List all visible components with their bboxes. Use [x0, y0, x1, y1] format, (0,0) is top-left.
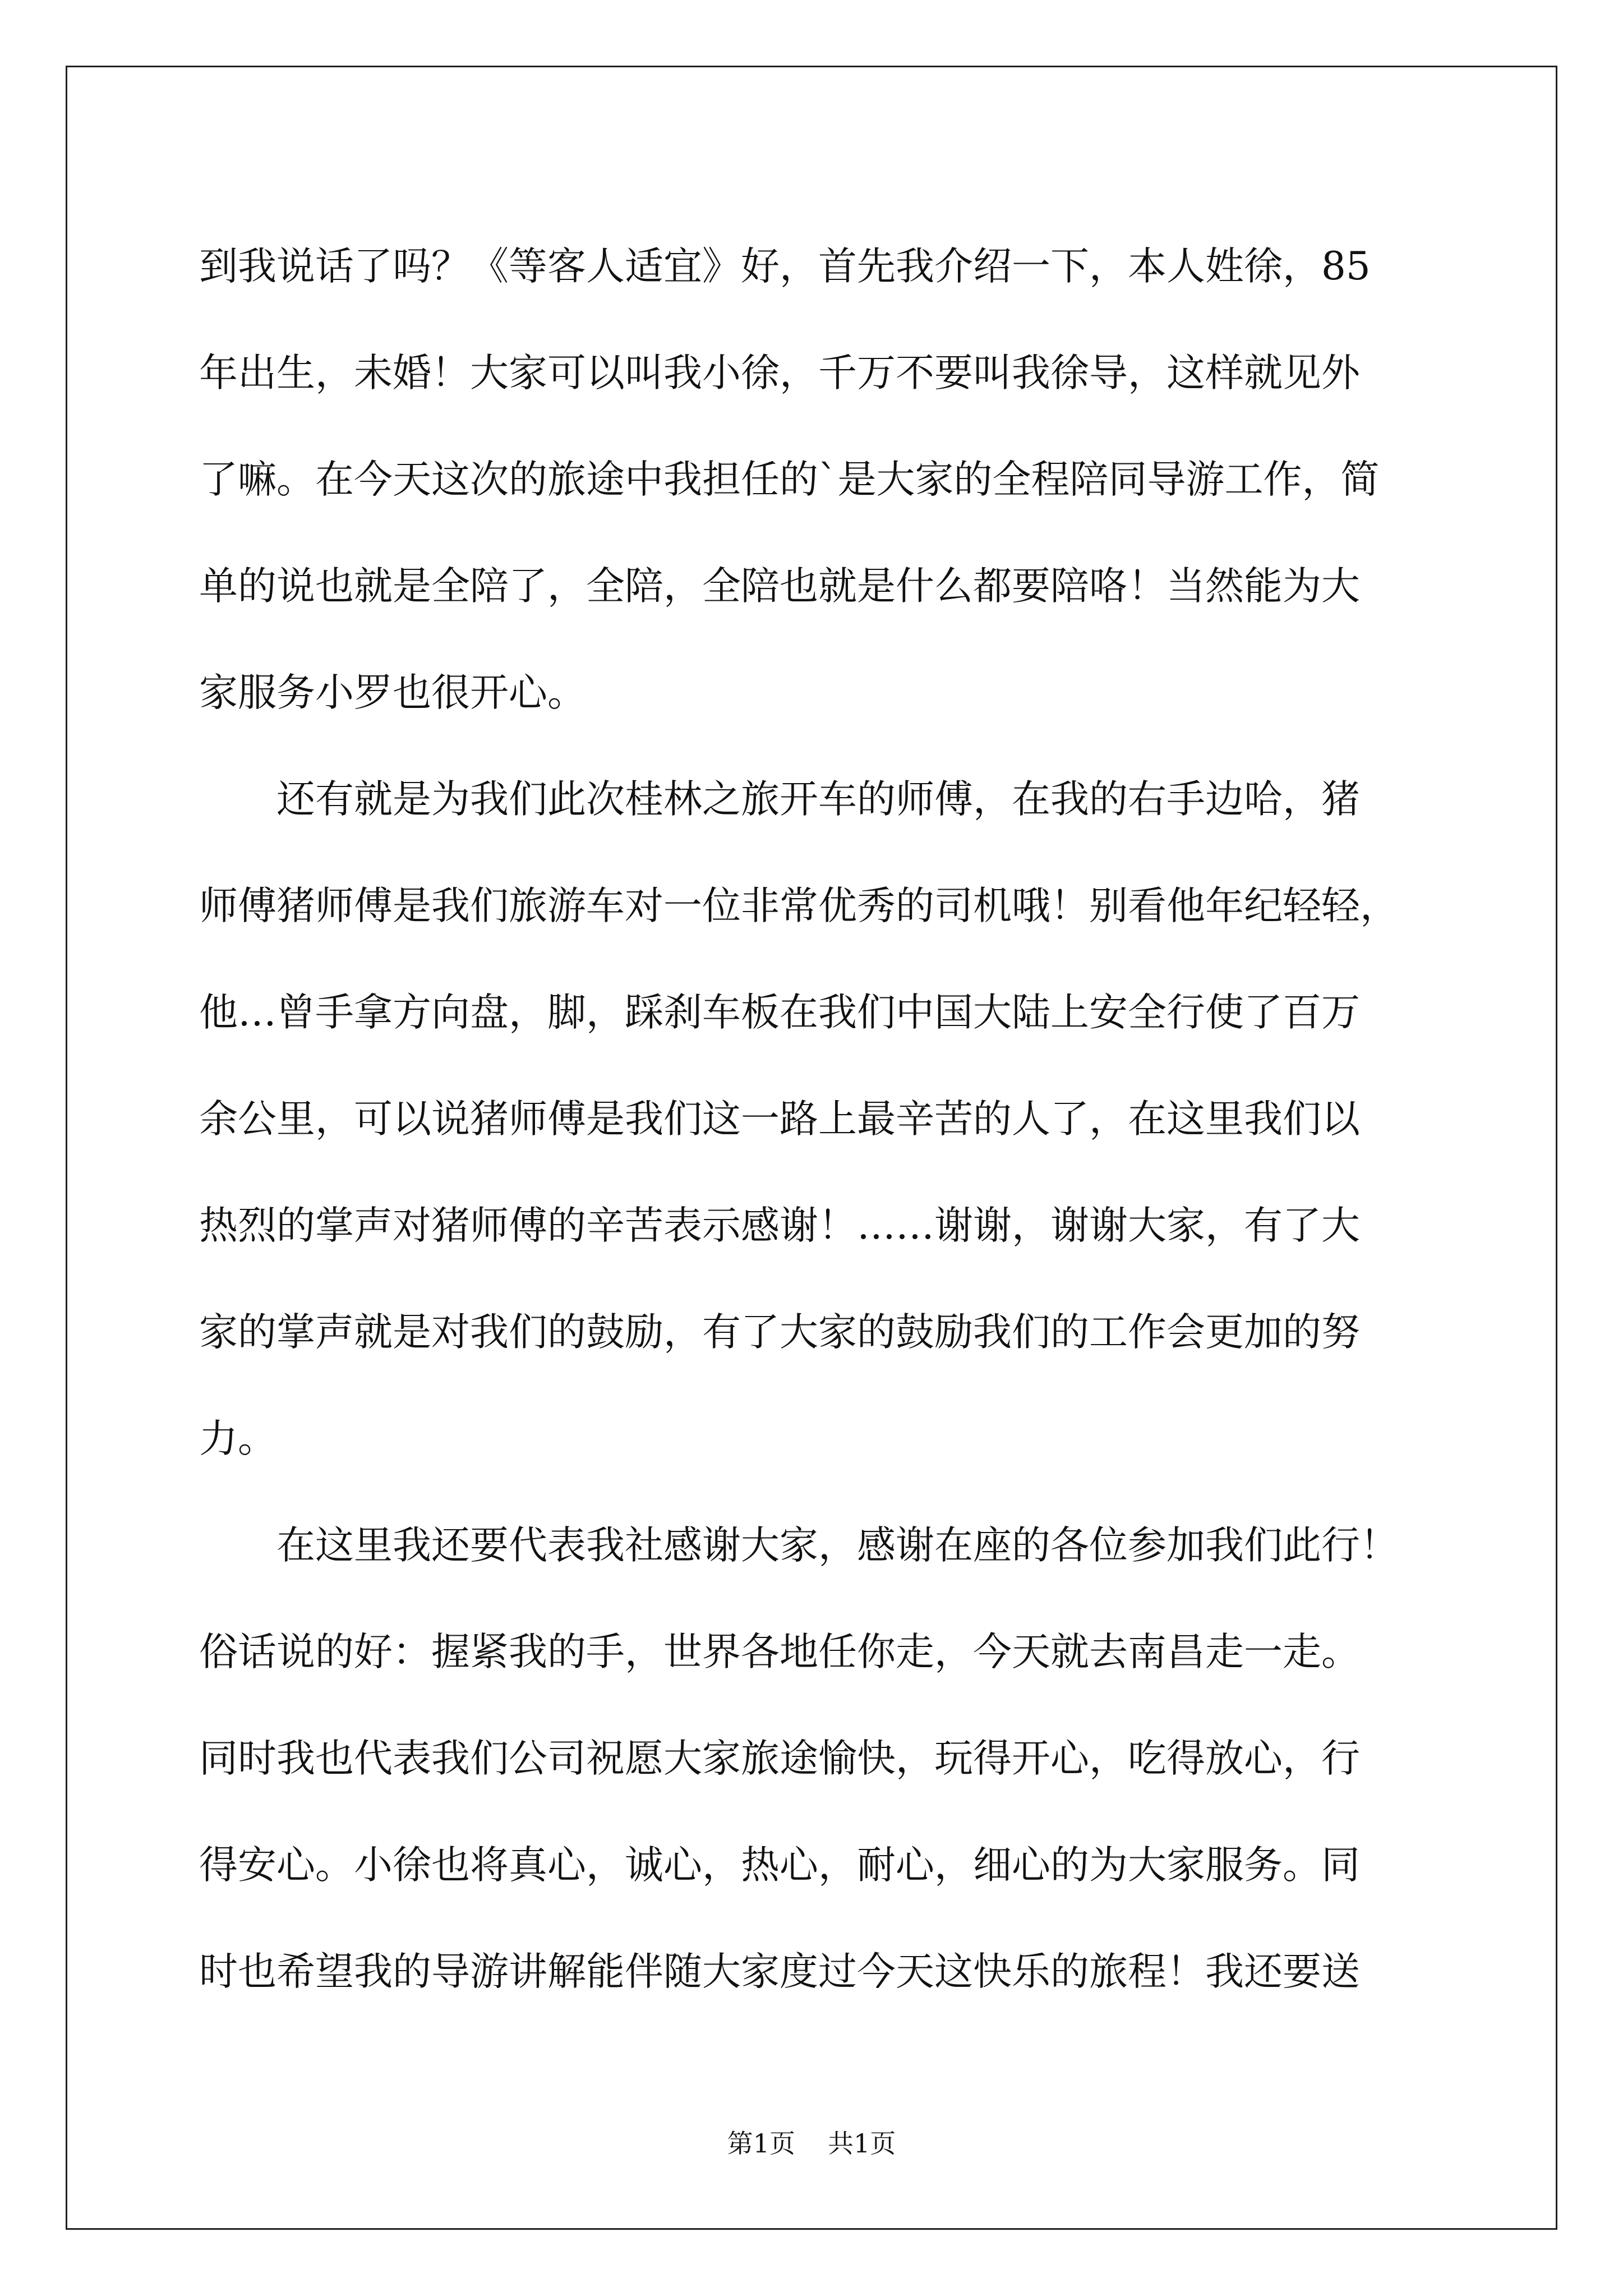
text-line: 热烈的掌声对猪师傅的辛苦表示感谢！……谢谢，谢谢大家，有了大	[199, 1203, 1360, 1248]
page-footer	[0, 2123, 1623, 2160]
text-line: 了嘛。在今天这次的旅途中我担任的`是大家的全程陪同导游工作，简	[199, 457, 1380, 502]
text-line: 师傅猪师傅是我们旅游车对一位非常优秀的司机哦！别看他年纪轻轻，	[199, 884, 1399, 928]
text-line: 还有就是为我们此次桂林之旅开车的师傅，在我的右手边哈，猪	[199, 777, 1360, 822]
text-line: 年出生，未婚！大家可以叫我小徐，千万不要叫我徐导，这样就见外	[199, 351, 1360, 395]
text-line: 他…曾手拿方向盘，脚，踩刹车板在我们中国大陆上安全行使了百万	[199, 990, 1360, 1035]
text-line: 到我说话了吗？《等客人适宜》好，首先我介绍一下，本人姓徐，85	[199, 244, 1371, 289]
text-line: 单的说也就是全陪了，全陪，全陪也就是什么都要陪咯！当然能为大	[199, 564, 1360, 609]
text-line: 在这里我还要代表我社感谢大家，感谢在座的各位参加我们此行！	[199, 1523, 1399, 1568]
text-line: 余公里，可以说猪师傅是我们这一路上最辛苦的人了，在这里我们以	[199, 1097, 1360, 1142]
page-number: 第1页	[727, 2128, 795, 2159]
text-line: 时也希望我的导游讲解能伴随大家度过今天这快乐的旅程！我还要送	[199, 1949, 1360, 1994]
text-line: 得安心。小徐也将真心，诚心，热心，耐心，细心的为大家服务。同	[199, 1843, 1360, 1888]
document-body	[199, 213, 1433, 2025]
text-line: 同时我也代表我们公司祝愿大家旅途愉快，玩得开心，吃得放心，行	[199, 1736, 1360, 1781]
text-line: 家服务小罗也很开心。	[199, 670, 586, 715]
text-line: 力。	[199, 1416, 276, 1461]
page-total: 共1页	[828, 2128, 896, 2159]
text-line: 俗话说的好：握紧我的手，世界各地任你走，今天就去南昌走一走。	[199, 1630, 1360, 1674]
text-line: 家的掌声就是对我们的鼓励，有了大家的鼓励我们的工作会更加的努	[199, 1310, 1360, 1355]
